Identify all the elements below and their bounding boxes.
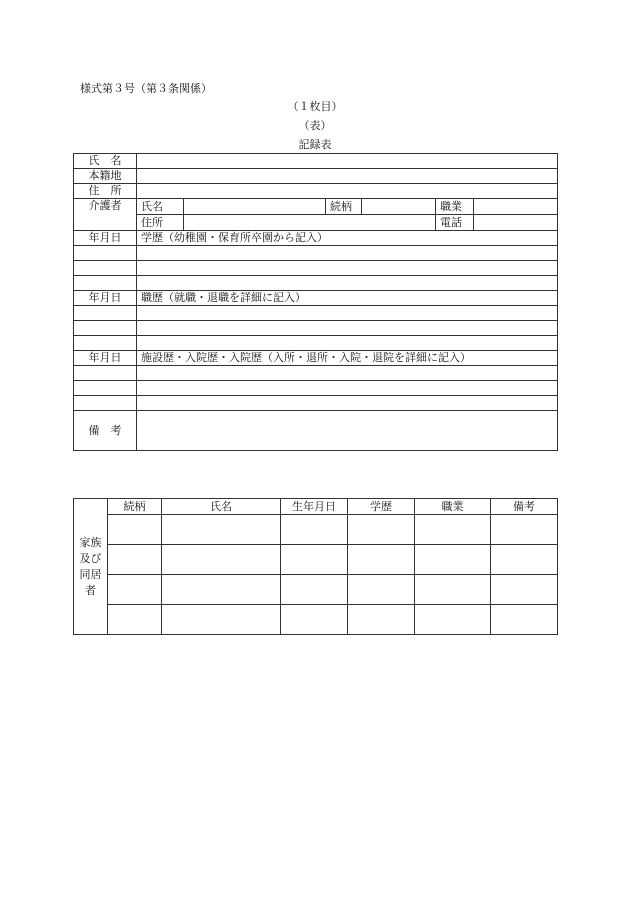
table-row [74, 545, 558, 575]
facility-entry-field[interactable] [137, 366, 558, 381]
caregiver-label: 介護者 [74, 199, 137, 231]
table-row [74, 366, 558, 381]
family-name-cell[interactable] [162, 515, 281, 545]
family-relation-cell[interactable] [108, 605, 162, 635]
family-col-remarks: 備考 [491, 499, 558, 515]
facility-entry-field[interactable] [137, 381, 558, 396]
sheet-number: （１枚目） [287, 100, 343, 113]
address-label: 住 所 [74, 184, 137, 199]
family-birthdate-cell[interactable] [281, 575, 348, 605]
table-row [74, 575, 558, 605]
table-row [74, 336, 558, 351]
caregiver-phone-field[interactable] [474, 215, 558, 231]
table-row [74, 261, 558, 276]
family-occupation-cell[interactable] [415, 545, 491, 575]
name-field[interactable] [137, 154, 558, 169]
domicile-field[interactable] [137, 169, 558, 184]
name-row [74, 154, 558, 169]
education-heading: 学歴（幼稚園・保育所卒園から記入） [137, 231, 558, 246]
education-date-field[interactable] [74, 261, 137, 276]
family-occupation-cell[interactable] [415, 575, 491, 605]
name-label: 氏 名 [74, 154, 137, 169]
employment-date-field[interactable] [74, 321, 137, 336]
address-row [74, 184, 558, 199]
employment-date-field[interactable] [74, 336, 137, 351]
family-remarks-cell[interactable] [491, 515, 558, 545]
record-table [73, 153, 558, 451]
family-birthdate-cell[interactable] [281, 515, 348, 545]
facility-entry-field[interactable] [137, 396, 558, 411]
remarks-row [74, 411, 558, 451]
education-date-field[interactable] [74, 246, 137, 261]
family-education-cell[interactable] [348, 605, 415, 635]
family-col-name: 氏名 [162, 499, 281, 515]
table-row [74, 306, 558, 321]
table-row [74, 381, 558, 396]
facility-date-field[interactable] [74, 381, 137, 396]
family-remarks-cell[interactable] [491, 545, 558, 575]
family-birthdate-cell[interactable] [281, 545, 348, 575]
family-name-cell[interactable] [162, 545, 281, 575]
table-row [74, 321, 558, 336]
caregiver-address-label: 住所 [137, 215, 184, 231]
table-row [74, 246, 558, 261]
caregiver-name-field[interactable] [184, 199, 326, 215]
caregiver-relation-field[interactable] [362, 199, 436, 215]
family-col-relation: 続柄 [108, 499, 162, 515]
employment-date-label: 年月日 [74, 291, 137, 306]
employment-date-field[interactable] [74, 306, 137, 321]
table-row [74, 515, 558, 545]
employment-entry-field[interactable] [137, 306, 558, 321]
table-row [74, 276, 558, 291]
family-col-education: 学歴 [348, 499, 415, 515]
table-row [74, 605, 558, 635]
caregiver-name-label: 氏名 [137, 199, 184, 215]
family-side-label: 家族及び同居者 [74, 499, 108, 635]
employment-entry-field[interactable] [137, 336, 558, 351]
facility-date-field[interactable] [74, 366, 137, 381]
education-entry-field[interactable] [137, 246, 558, 261]
family-relation-cell[interactable] [108, 545, 162, 575]
remarks-label: 備 考 [74, 411, 137, 451]
facility-date-label: 年月日 [74, 351, 137, 366]
caregiver-relation-label: 続柄 [326, 199, 362, 215]
family-remarks-cell[interactable] [491, 575, 558, 605]
caregiver-address-field[interactable] [184, 215, 436, 231]
facility-header-row [74, 351, 558, 366]
address-field[interactable] [137, 184, 558, 199]
family-name-cell[interactable] [162, 575, 281, 605]
facility-heading: 施設歴・入院歴・入院歴（入所・退所・入院・退院を詳細に記入） [137, 351, 558, 366]
family-table [73, 498, 558, 635]
family-col-occupation: 職業 [415, 499, 491, 515]
family-occupation-cell[interactable] [415, 515, 491, 545]
family-header-row [74, 499, 558, 515]
family-education-cell[interactable] [348, 545, 415, 575]
page-title: 記録表 [298, 138, 332, 151]
caregiver-row-1 [74, 199, 558, 215]
side-label: （表） [298, 119, 332, 132]
form-number: 様式第３号（第３条関係） [80, 82, 212, 95]
education-date-field[interactable] [74, 276, 137, 291]
family-remarks-cell[interactable] [491, 605, 558, 635]
family-education-cell[interactable] [348, 575, 415, 605]
employment-entry-field[interactable] [137, 321, 558, 336]
family-relation-cell[interactable] [108, 575, 162, 605]
table-row [74, 396, 558, 411]
education-header-row [74, 231, 558, 246]
education-date-label: 年月日 [74, 231, 137, 246]
caregiver-phone-label: 電話 [436, 215, 474, 231]
family-col-birthdate: 生年月日 [281, 499, 348, 515]
family-relation-cell[interactable] [108, 515, 162, 545]
family-education-cell[interactable] [348, 515, 415, 545]
employment-heading: 職歴（就職・退職を詳細に記入） [137, 291, 558, 306]
caregiver-row-2 [74, 215, 558, 231]
education-entry-field[interactable] [137, 261, 558, 276]
family-birthdate-cell[interactable] [281, 605, 348, 635]
caregiver-occupation-field[interactable] [474, 199, 558, 215]
caregiver-occupation-label: 職業 [436, 199, 474, 215]
domicile-label: 本籍地 [74, 169, 137, 184]
family-occupation-cell[interactable] [415, 605, 491, 635]
employment-header-row [74, 291, 558, 306]
education-entry-field[interactable] [137, 276, 558, 291]
facility-date-field[interactable] [74, 396, 137, 411]
domicile-row [74, 169, 558, 184]
remarks-field[interactable] [137, 411, 558, 451]
family-name-cell[interactable] [162, 605, 281, 635]
